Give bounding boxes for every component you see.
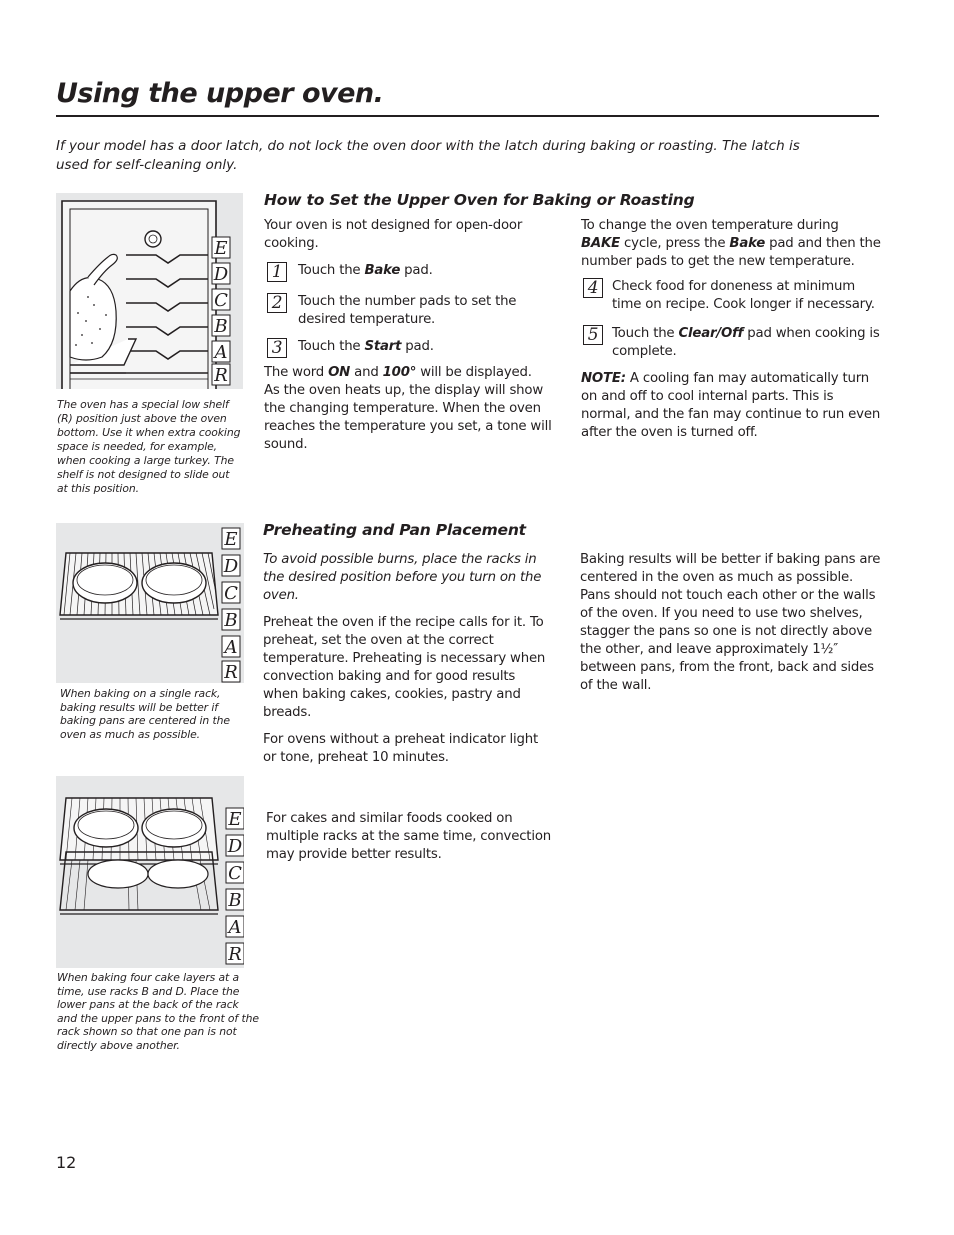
rack-letters-column-2 xyxy=(221,527,241,683)
step-4-number: 4 xyxy=(583,278,603,298)
step-3-text: Touch the Start pad. xyxy=(298,339,434,354)
open-door-note: Your oven is not designed for open-door cooking. xyxy=(264,218,523,251)
intro-warning: If your model has a door latch, do not lock the oven door with the latch during baking or roasting. The latch is used for self-cleaning only. xyxy=(56,138,800,173)
rack-label-r: R xyxy=(228,944,242,965)
display-paragraph: The word ON and 100° will be displayed. As the oven heats up, the display will show the changing temperature. When the oven reaches the temperature you set, a tone will sound. xyxy=(264,365,552,452)
step-1 xyxy=(267,262,557,286)
step-2-number: 2 xyxy=(267,293,287,313)
change-temp-paragraph: To change the oven temperature during BAKE cycle, press the Bake pad and then the number pads to get the new temperature. xyxy=(581,218,881,269)
turkey-figure-caption: The oven has a special low shelf (R) position just above the oven bottom. Use it when extra cooking space is needed, for example, when cooking a large turkey. The shelf is not designed to slide out at this position. xyxy=(57,398,241,495)
section2-heading: Preheating and Pan Placement xyxy=(263,521,526,539)
page-title: Using the upper oven. xyxy=(56,78,384,109)
rack-label-a: A xyxy=(228,917,242,938)
step-1-number: 1 xyxy=(267,262,287,282)
rack-label-b: B xyxy=(228,890,242,911)
rack-label-b: B xyxy=(224,610,238,631)
page-number: 12 xyxy=(56,1153,77,1172)
rack-label-e: E xyxy=(214,238,228,259)
rack-label-d: D xyxy=(213,264,229,285)
rack-label-r: R xyxy=(224,662,238,683)
rack-label-d: D xyxy=(227,836,243,857)
section1-heading: How to Set the Upper Oven for Baking or Roasting xyxy=(264,191,695,209)
oven-turkey-figure xyxy=(56,193,243,389)
rack-label-c: C xyxy=(228,863,242,884)
single-rack-figure xyxy=(56,523,244,683)
rack-label-a: A xyxy=(224,637,238,658)
step-4 xyxy=(583,278,883,316)
rack-label-c: C xyxy=(214,290,228,311)
rack-label-e: E xyxy=(224,529,238,550)
rack-label-b: B xyxy=(214,316,228,337)
note-label: NOTE: xyxy=(581,371,626,386)
pan-placement-paragraph: Baking results will be better if baking pans are centered in the oven as much as possible. Pans should not touch each other or the walls of the oven. If you need to use two shelves, stagger the pans so one is not directly above the other, and leave approximately 1½″ between pans, from the front, back and sides of the wall. xyxy=(580,552,881,693)
step-5-text: Touch the Clear/Off pad when cooking is complete. xyxy=(612,326,880,359)
rack-label-d: D xyxy=(223,556,239,577)
step-2-text: Touch the number pads to set the desired temperature. xyxy=(298,294,517,327)
step-3 xyxy=(267,338,557,362)
section1-left-column xyxy=(264,217,564,253)
step-5-number: 5 xyxy=(583,325,603,345)
rack-label-r: R xyxy=(214,365,228,386)
step-4-text: Check food for doneness at minimum time on recipe. Cook longer if necessary. xyxy=(612,279,875,312)
step-2 xyxy=(267,293,557,331)
rack-position-labels-3 xyxy=(225,807,244,968)
rack-label-a: A xyxy=(214,342,228,363)
rack-letters-column-3 xyxy=(225,807,244,967)
four-pan-figure xyxy=(56,776,244,968)
preheat-time-paragraph: For ovens without a preheat indicator light or tone, preheat 10 minutes. xyxy=(263,732,538,765)
rack-position-labels-2 xyxy=(221,527,241,683)
rack-label-e: E xyxy=(228,809,242,830)
four-pan-illustration xyxy=(56,776,244,968)
rack-position-labels xyxy=(211,236,231,389)
cooling-fan-note: NOTE: A cooling fan may automatically turn on and off to cool internal parts. This is normal, and the fan may continue to run even after the oven is turned off. xyxy=(581,371,881,440)
step-3-number: 3 xyxy=(267,338,287,358)
single-rack-caption: When baking on a single rack, baking results will be better if baking pans are centered in the oven as much as possible. xyxy=(60,687,230,741)
section2-left-column xyxy=(263,551,553,767)
title-rule xyxy=(56,115,879,117)
single-rack-illustration xyxy=(56,523,244,683)
preheat-paragraph: Preheat the oven if the recipe calls for it. To preheat, set the oven at the correct temperature. Preheating is necessary when convection baking and for good results when baking cakes, cookies, pastry and breads. xyxy=(263,615,546,720)
step-1-text: Touch the Bake pad. xyxy=(298,263,433,278)
step-5 xyxy=(583,325,883,363)
burn-warning: To avoid possible burns, place the racks in the desired position before you turn on the oven. xyxy=(263,552,542,603)
convection-paragraph: For cakes and similar foods cooked on multiple racks at the same time, convection may provide better results. xyxy=(266,811,551,862)
rack-label-c: C xyxy=(224,583,238,604)
four-pan-caption: When baking four cake layers at a time, use racks B and D. Place the lower pans at the back of the rack and the upper pans to the front of the rack shown so that one pan is not directly above another. xyxy=(57,971,259,1052)
rack-letters-column xyxy=(211,236,231,386)
